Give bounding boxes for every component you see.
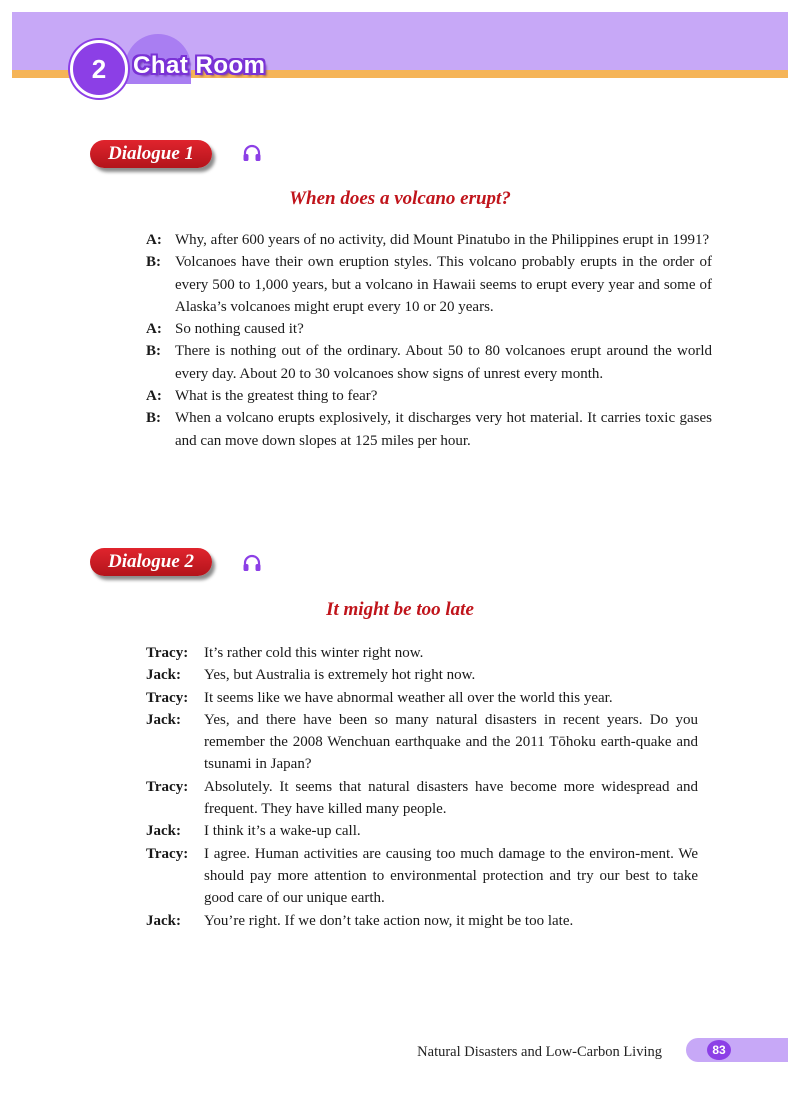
headphones-icon[interactable] <box>242 143 262 163</box>
dialogue-line <box>146 910 698 932</box>
line-text: Absolutely. It seems that natural disasters have become more widespread and frequent. They have killed many people. <box>204 778 698 818</box>
speaker-label: Jack: <box>146 667 181 684</box>
headphones-icon[interactable] <box>242 553 262 573</box>
section-number-badge <box>70 40 128 98</box>
section-title: Chat Room <box>133 52 266 79</box>
dialogue-line <box>146 251 712 318</box>
line-text: What is the greatest thing to fear? <box>175 388 378 405</box>
dialogue-line <box>146 843 698 910</box>
line-text: When a volcano erupts explosively, it discharges very hot material. It carries toxic gases and can move down slopes at 125 miles per hour. <box>175 410 712 449</box>
speaker-label: Tracy: <box>146 645 189 661</box>
dialogue-2-lines <box>146 642 698 932</box>
section-number: 2 <box>91 54 107 84</box>
line-text: You’re right. If we don’t take action now, it might be too late. <box>204 912 574 929</box>
speaker-label: Jack: <box>146 912 181 929</box>
speaker-label: Tracy: <box>146 845 189 862</box>
dialogue-line <box>146 642 698 664</box>
speaker-label: Tracy: <box>146 689 189 706</box>
dialogue-line <box>146 776 698 821</box>
dialogue-line <box>146 340 712 385</box>
book-title: Natural Disasters and Low-Carbon Living <box>417 1044 662 1060</box>
line-text: Why, after 600 years of no activity, did Mount Pinatubo in the Philippines erupt in 1991? <box>175 232 710 248</box>
speaker-label: Jack: <box>146 823 181 840</box>
dialogue-line <box>146 385 712 407</box>
speaker-label: B: <box>146 254 161 271</box>
line-text: Yes, and there have been so many natural disasters in recent years. Do you remember the 2008 Wenchuan earthquake and the 2011 Tōhoku earth-quake and tsunami in Japan? <box>204 711 698 773</box>
dialogue-1-label: Dialogue 1 <box>90 140 212 168</box>
dialogue-2-title: It might be too late <box>326 599 474 620</box>
line-text: I agree. Human activities are causing too much damage to the environ-ment. We should pay more attention to environmental protection and try our best to take good care of our unique earth. <box>204 845 698 907</box>
line-text: It’s rather cold this winter right now. <box>204 645 424 661</box>
page-number: 83 <box>707 1040 731 1060</box>
dialogue-1-title: When does a volcano erupt? <box>289 188 511 209</box>
dialogue-line <box>146 709 698 776</box>
speaker-label: A: <box>146 232 162 248</box>
footer-tab <box>686 1038 788 1062</box>
dialogue-line <box>146 407 712 452</box>
speaker-label: Jack: <box>146 711 181 728</box>
speaker-label: B: <box>146 343 161 360</box>
speaker-label: B: <box>146 410 161 427</box>
line-text: Yes, but Australia is extremely hot right now. <box>204 667 476 684</box>
dialogue-line <box>146 229 712 251</box>
speaker-label: Tracy: <box>146 778 189 795</box>
line-text: I think it’s a wake-up call. <box>204 823 361 840</box>
line-text: So nothing caused it? <box>175 321 304 338</box>
line-text: Volcanoes have their own eruption styles. This volcano probably erupts in the order of every 500 to 1,000 years, but a volcano in Hawaii seems to erupt every year and some of Alaska’s volcanoes might erupt every 10 or 20 years. <box>175 254 712 315</box>
dialogue-2-label: Dialogue 2 <box>90 548 212 576</box>
speaker-label: A: <box>146 388 162 405</box>
dialogue-line <box>146 664 698 686</box>
dialogue-line <box>146 318 712 340</box>
line-text: It seems like we have abnormal weather all over the world this year. <box>204 689 613 706</box>
dialogue-line <box>146 687 698 709</box>
line-text: There is nothing out of the ordinary. About 50 to 80 volcanoes erupt around the world every day. About 20 to 30 volcanoes show signs of unrest every month. <box>175 343 712 382</box>
speaker-label: A: <box>146 321 162 338</box>
dialogue-1-lines <box>146 229 712 452</box>
dialogue-line <box>146 820 698 842</box>
